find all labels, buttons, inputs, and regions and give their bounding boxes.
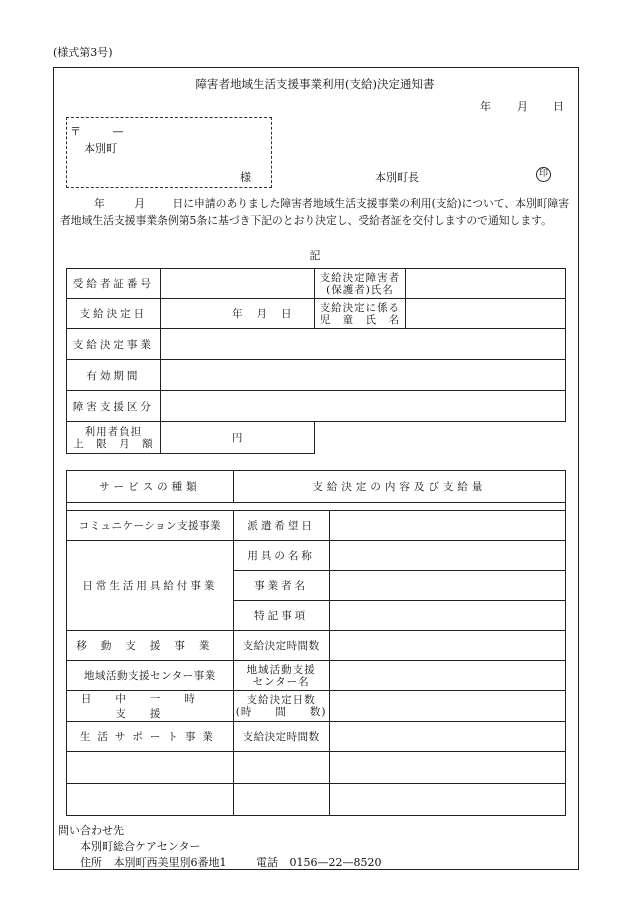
child-value[interactable] xyxy=(406,299,566,329)
value-daytime-days[interactable] xyxy=(329,691,565,722)
detail-daytime-days xyxy=(233,691,329,722)
ki-mark: 記 xyxy=(309,249,321,262)
content-header: 支給決定の内容及び支給量 xyxy=(233,471,565,503)
burden-label xyxy=(67,422,161,454)
detail-mobility-hours: 支給決定時間数 xyxy=(233,631,329,661)
category-value[interactable] xyxy=(160,391,565,422)
honorific-sama: 様 xyxy=(240,171,251,184)
child-label-line1: 支給決定に係る xyxy=(319,301,401,314)
detail-center-line1: 地域活動支援 xyxy=(246,663,316,676)
value-center-name[interactable] xyxy=(329,661,565,691)
burden-blank xyxy=(314,422,565,454)
blank-service-2[interactable] xyxy=(67,784,234,816)
value-support-hours[interactable] xyxy=(329,722,565,752)
address-town: 本別町 xyxy=(84,142,117,155)
contact-org: 本別町総合ケアセンター xyxy=(80,840,201,853)
guardian-label-line1: 支給決定障害者 xyxy=(319,271,401,284)
service-header: サービスの種類 xyxy=(67,471,234,503)
contact-address-line xyxy=(80,854,382,870)
decision-day: 日 xyxy=(281,308,306,320)
blank-value-2[interactable] xyxy=(329,784,565,816)
guardian-label xyxy=(314,269,406,299)
contact-heading: 問い合わせ先 xyxy=(58,824,124,837)
body-month: 月 xyxy=(134,197,146,210)
blank-detail-2[interactable] xyxy=(233,784,329,816)
period-value[interactable] xyxy=(160,360,565,391)
blank-service-1[interactable] xyxy=(67,752,234,784)
notice-body xyxy=(60,195,575,229)
burden-label-line1: 利用者負担 xyxy=(84,425,143,438)
phone-value: 0156—22—8520 xyxy=(289,856,382,869)
value-notes[interactable] xyxy=(329,601,565,631)
service-mobility: 移動支援事業 xyxy=(67,631,234,661)
body-year: 年 xyxy=(94,197,105,210)
date-year: 年 xyxy=(480,100,491,113)
service-daytime: 日中一時支援 xyxy=(67,691,234,722)
service-communication: コミュニケーション支援事業 xyxy=(67,511,234,541)
value-mobility-hours[interactable] xyxy=(329,631,565,661)
detail-daytime-line2: (時 間 数) xyxy=(235,706,327,718)
business-label: 支給決定事業 xyxy=(67,329,161,360)
address-value: 本別町西美里別6番地1 xyxy=(113,856,227,869)
postal-dash: — xyxy=(112,125,124,138)
postal-mark xyxy=(70,123,124,139)
guardian-value[interactable] xyxy=(406,269,566,299)
decision-month: 月 xyxy=(256,308,282,320)
value-equipment-name[interactable] xyxy=(329,541,565,571)
seal-mark: 印 xyxy=(536,167,551,182)
detail-notes: 特記事項 xyxy=(233,601,329,631)
postal-symbol: 〒 xyxy=(70,125,81,138)
service-activity-center: 地域活動支援センター事業 xyxy=(67,661,234,691)
body-text: 日に申請のありました障害者地域生活支援事業の利用(支給)について、本別町障害者地域生活支援事業条例第5条に基づき下記のとおり決定し、受給者証を交付しますので通知します。 xyxy=(60,197,570,227)
guardian-label-line2: (保護者)氏名 xyxy=(326,283,394,296)
date-day: 日 xyxy=(553,100,564,113)
service-daily-living: 日常生活用具給付事業 xyxy=(67,541,234,631)
detail-support-hours: 支給決定時間数 xyxy=(233,722,329,752)
decision-date-value[interactable] xyxy=(160,299,314,329)
sender-name: 本別町長 xyxy=(375,171,419,184)
date-month: 月 xyxy=(517,100,528,113)
child-label xyxy=(314,299,406,329)
category-label: 障害支援区分 xyxy=(67,391,161,422)
service-life-support: 生活サポート事業 xyxy=(67,722,234,752)
document-title: 障害者地域生活支援事業利用(支給)決定通知書 xyxy=(195,77,435,91)
service-table xyxy=(66,470,566,816)
blank-value-1[interactable] xyxy=(329,752,565,784)
form-number: (様式第3号) xyxy=(53,46,113,59)
recipient-no-value[interactable] xyxy=(160,269,314,299)
period-label: 有効期間 xyxy=(67,360,161,391)
burden-label-line2: 上 限 月 額 xyxy=(73,437,154,450)
value-dispatch-date[interactable] xyxy=(329,511,565,541)
business-value[interactable] xyxy=(160,329,565,360)
decision-year: 年 xyxy=(232,308,257,320)
detail-daytime-line1: 支給決定日数 xyxy=(246,694,316,706)
detail-center-name xyxy=(233,661,329,691)
detail-provider-name: 事業者名 xyxy=(233,571,329,601)
value-provider-name[interactable] xyxy=(329,571,565,601)
child-label-line2: 児 童 氏 名 xyxy=(319,313,401,326)
detail-equipment-name: 用具の名称 xyxy=(233,541,329,571)
spacer-row xyxy=(67,503,566,511)
detail-dispatch-date: 派遣希望日 xyxy=(233,511,329,541)
blank-detail-1[interactable] xyxy=(233,752,329,784)
decision-date-label: 支給決定日 xyxy=(67,299,161,329)
phone-label: 電話 xyxy=(256,856,278,869)
recipient-no-label: 受給者証番号 xyxy=(67,269,161,299)
detail-center-line2: センター名 xyxy=(252,675,310,688)
recipient-table xyxy=(66,268,566,454)
burden-value[interactable]: 円 xyxy=(160,422,314,454)
address-label: 住所 xyxy=(80,856,102,869)
